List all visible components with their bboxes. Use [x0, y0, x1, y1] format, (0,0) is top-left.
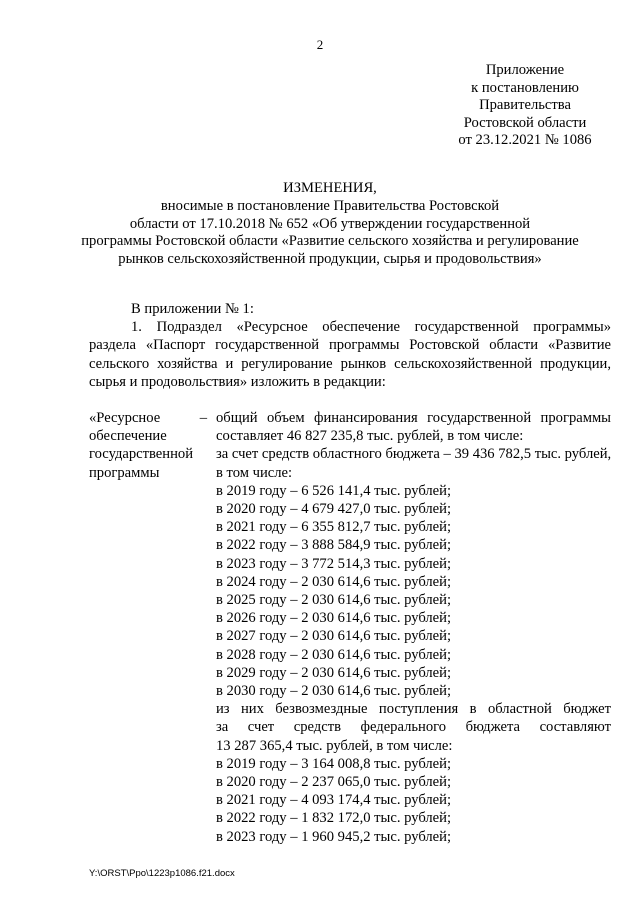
federal-year: в 2020 году – 2 237 065,0 тыс. рублей;: [216, 774, 452, 791]
federal-year: в 2022 году – 1 832 172,0 тыс. рублей;: [216, 810, 452, 827]
federal-line: 13 287 365,4 тыс. рублей, в том числе:: [216, 737, 453, 754]
resource-label-line: обеспечение: [89, 428, 167, 445]
total-line: составляет 46 827 235,8 тыс. рублей, в том числе:: [216, 428, 524, 445]
regional-line: в том числе:: [216, 464, 293, 481]
appendix-line: к постановлению: [471, 79, 579, 96]
regional-year: в 2028 году – 2 030 614,6 тыс. рублей;: [216, 646, 452, 663]
title-line: области от 17.10.2018 № 652 «Об утверждении государственной: [129, 215, 531, 232]
regional-year: в 2027 году – 2 030 614,6 тыс. рублей;: [216, 628, 452, 645]
federal-line: за счет средств федерального бюджета составляют: [216, 719, 611, 736]
intro-para-line: раздела «Паспорт государственной программы Ростовской области «Развитие: [89, 337, 611, 354]
resource-label-line: государственной: [89, 446, 194, 463]
intro-para-line: 1. Подраздел «Ресурсное обеспечение государственной программы»: [131, 319, 611, 336]
regional-year: в 2023 году – 3 772 514,3 тыс. рублей;: [216, 555, 452, 572]
intro-para-line: сырья и продовольствия» изложить в редакции:: [89, 373, 386, 390]
title-line: программы Ростовской области «Развитие сельского хозяйства и регулирование: [81, 233, 579, 250]
regional-year: в 2025 году – 2 030 614,6 тыс. рублей;: [216, 592, 452, 609]
total-line: общий объем финансирования государственной программы: [216, 410, 611, 426]
federal-year: в 2023 году – 1 960 945,2 тыс. рублей;: [216, 828, 452, 845]
intro-heading: В приложении № 1:: [131, 301, 254, 317]
intro-para-line: сельского хозяйства и регулирование рынков сельскохозяйственной продукции,: [89, 355, 611, 372]
document-title: [70, 180, 590, 269]
regional-year: в 2019 году – 6 526 141,4 тыс. рублей;: [216, 482, 452, 499]
regional-year: в 2029 году – 2 030 614,6 тыс. рублей;: [216, 664, 452, 681]
regional-line: за счет средств областного бюджета – 39 436 782,5 тыс. рублей,: [216, 446, 612, 463]
appendix-line: Правительства: [479, 97, 571, 114]
resource-body: [216, 409, 611, 846]
regional-year: в 2024 году – 2 030 614,6 тыс. рублей;: [216, 573, 452, 590]
regional-year: в 2021 году – 6 355 812,7 тыс. рублей;: [216, 519, 452, 536]
resource-label-word: «Ресурсное: [89, 410, 161, 426]
resource-label-dash: –: [199, 410, 207, 426]
file-path-footer: Y:\ORST\Ppo\1223p1086.f21.docx: [89, 868, 235, 879]
appendix-block: [430, 62, 620, 150]
resource-label: [89, 409, 207, 482]
resource-label-line: программы: [89, 464, 160, 481]
page-number: 2: [316, 37, 324, 52]
title-heading: ИЗМЕНЕНИЯ,: [283, 180, 377, 196]
appendix-line: от 23.12.2021 № 1086: [458, 132, 592, 149]
regional-year: в 2020 году – 4 679 427,0 тыс. рублей;: [216, 501, 452, 518]
title-line: вносимые в постановление Правительства Ростовской: [160, 197, 500, 214]
federal-year: в 2021 году – 4 093 174,4 тыс. рублей;: [216, 792, 452, 809]
intro-paragraph: [89, 300, 611, 391]
regional-year: в 2030 году – 2 030 614,6 тыс. рублей;: [216, 683, 452, 700]
appendix-line: Приложение: [485, 62, 565, 78]
appendix-line: Ростовской области: [463, 114, 587, 131]
federal-line: из них безвозмездные поступления в областной бюджет: [216, 701, 611, 718]
regional-year: в 2022 году – 3 888 584,9 тыс. рублей;: [216, 537, 452, 554]
federal-year: в 2019 году – 3 164 008,8 тыс. рублей;: [216, 755, 452, 772]
title-line: рынков сельскохозяйственной продукции, сырья и продовольствия»: [118, 251, 542, 268]
regional-year: в 2026 году – 2 030 614,6 тыс. рублей;: [216, 610, 452, 627]
